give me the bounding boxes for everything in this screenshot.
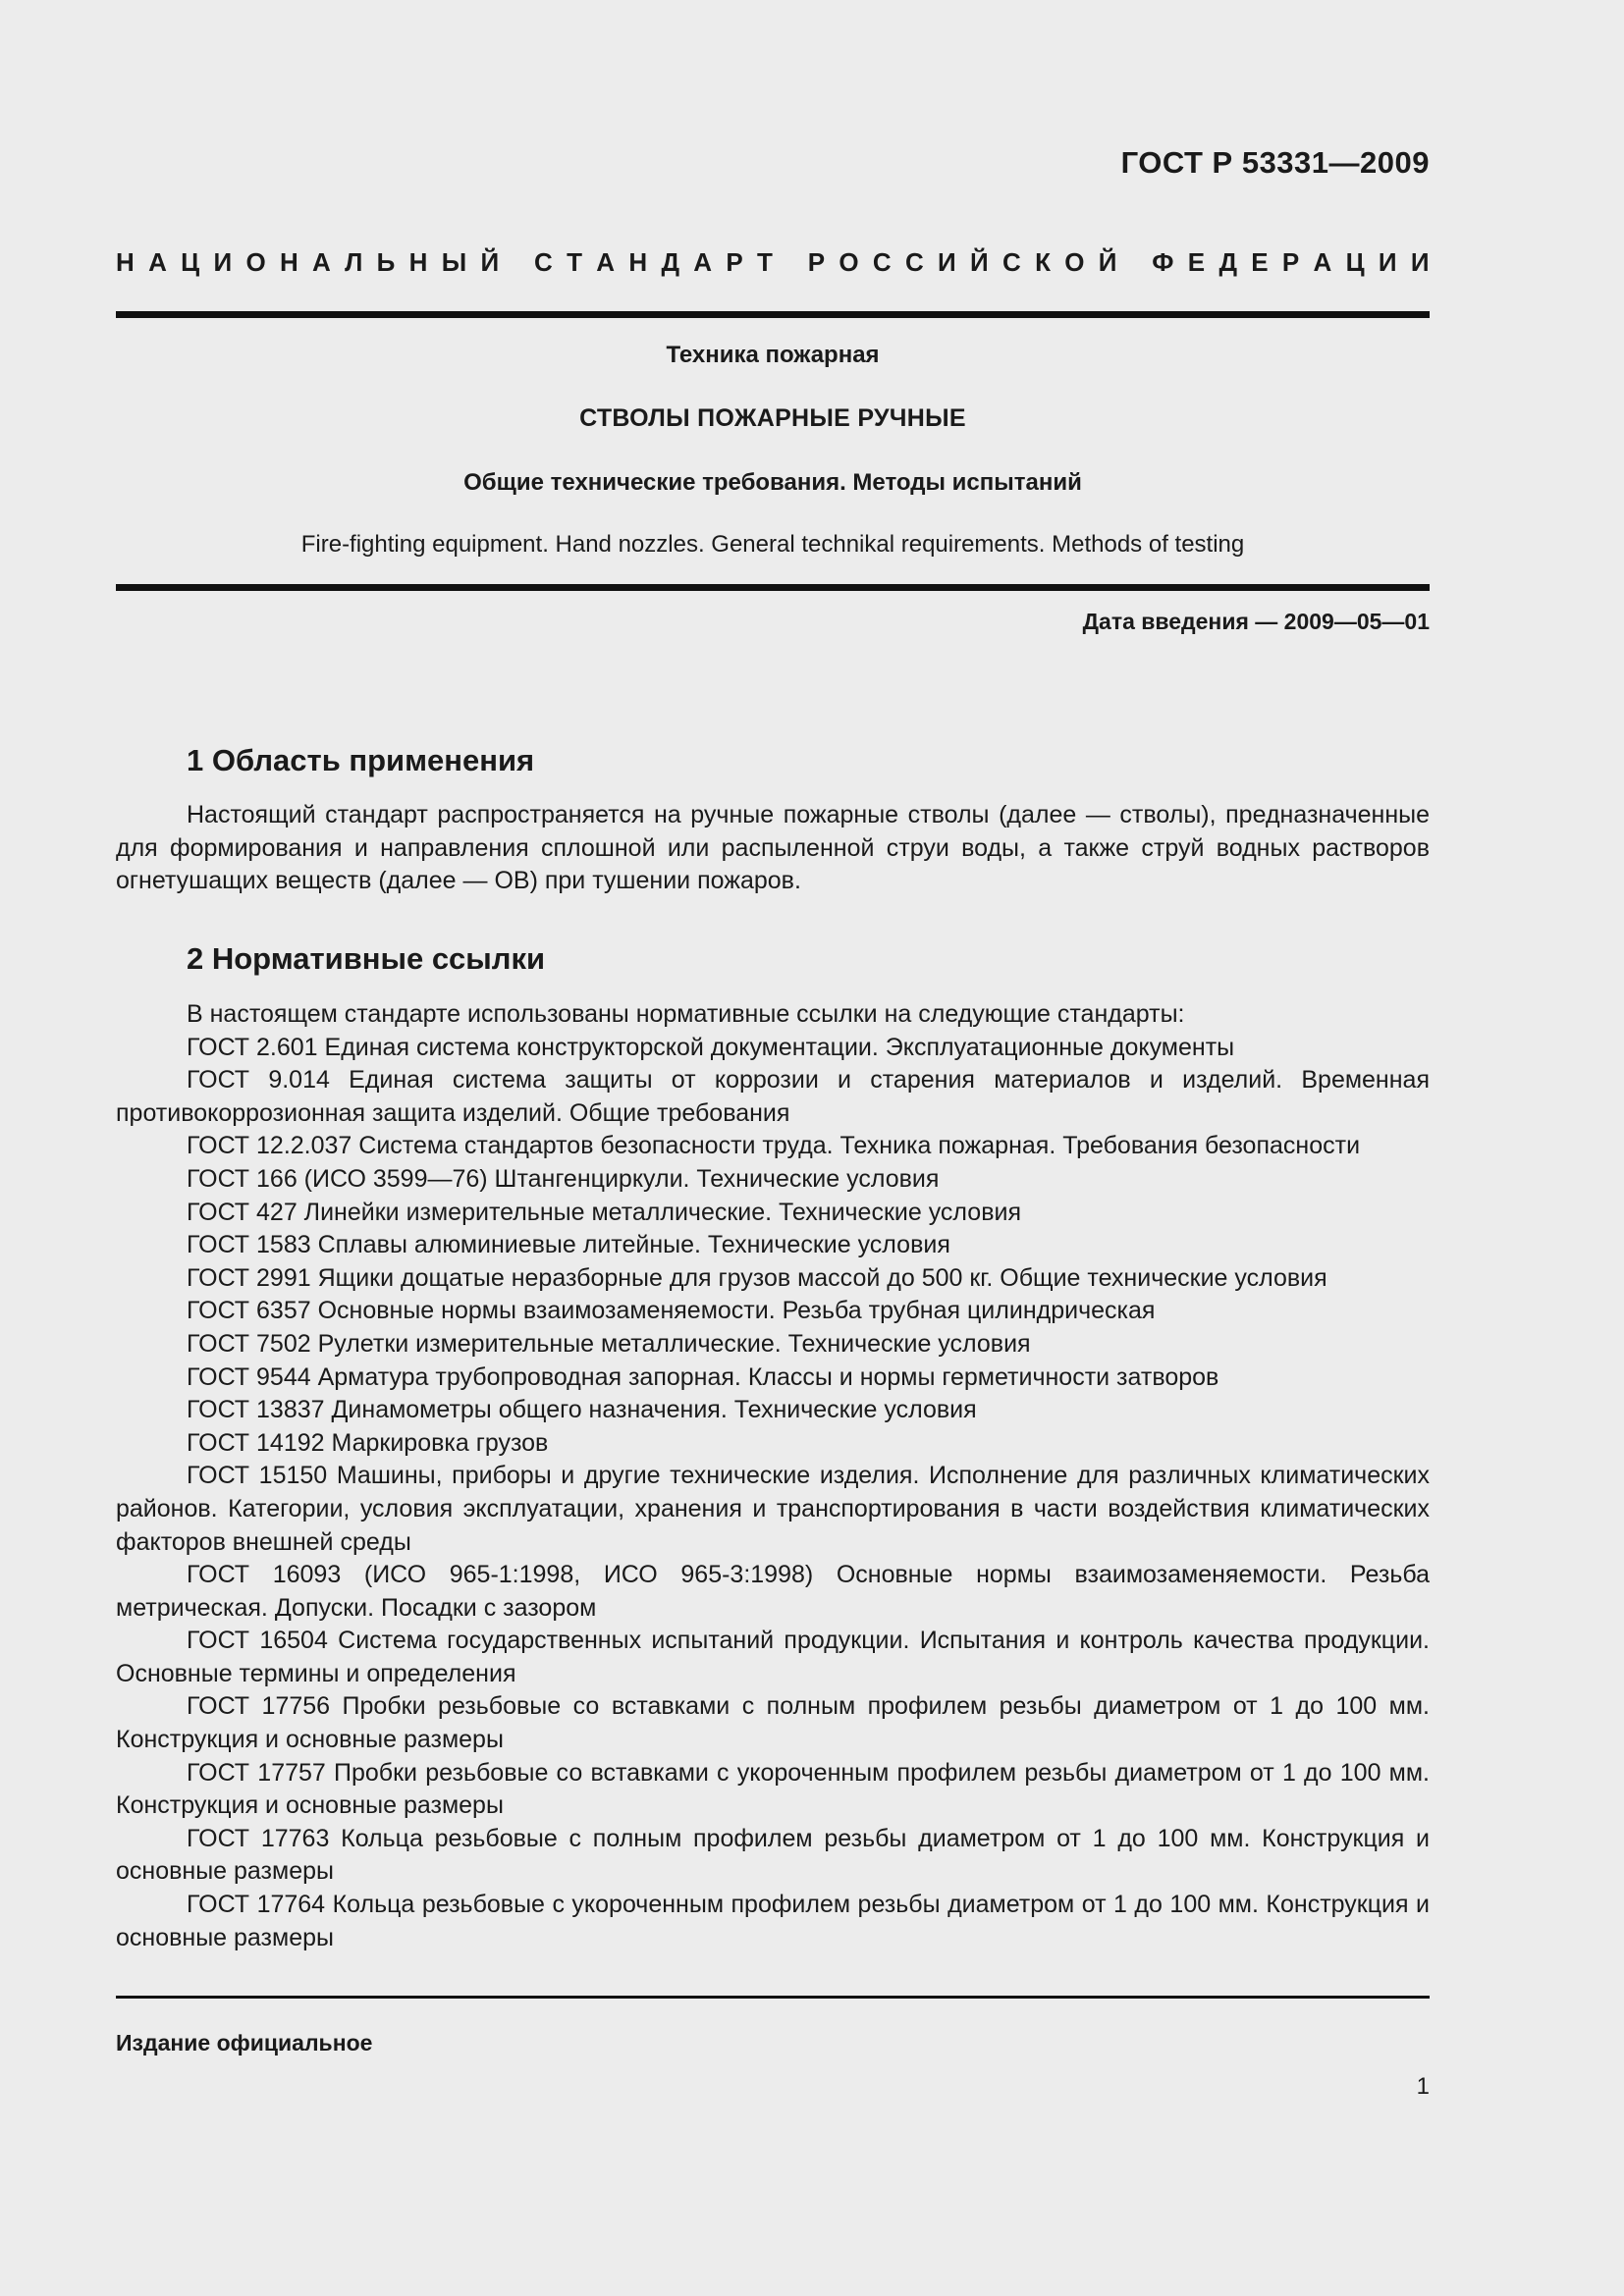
reference-item: ГОСТ 17756 Пробки резьбовые со вставками с полным профилем резьбы диаметром от 1 до 100 мм. Конструкция и основные размеры: [116, 1692, 1430, 1754]
reference-item: ГОСТ 17764 Кольца резьбовые с укороченным профилем резьбы диаметром от 1 до 100 мм. Конструкция и основные размеры: [116, 1891, 1430, 1951]
reference-item: ГОСТ 17763 Кольца резьбовые с полным профилем резьбы диаметром от 1 до 100 мм. Конструкция и основные размеры: [116, 1824, 1430, 1886]
national-standard-heading: Н А Ц И О Н А Л Ь Н Ы Й С Т А Н Д А Р Т Р О С С И Й С К О Й Ф Е Д Е Р А Ц И И: [116, 247, 1430, 277]
page-number: 1: [1416, 2073, 1430, 2100]
reference-item: ГОСТ 166 (ИСО 3599—76) Штангенциркули. Технические условия: [187, 1164, 940, 1193]
reference-item: ГОСТ 2.601 Единая система конструкторской документации. Эксплуатационные документы: [187, 1033, 1235, 1061]
introduction-date: Дата введения — 2009—05—01: [1082, 609, 1430, 634]
reference-item: ГОСТ 6357 Основные нормы взаимозаменяемости. Резьба трубная цилиндрическая: [187, 1297, 1156, 1325]
reference-item: ГОСТ 427 Линейки измерительные металлические. Технические условия: [187, 1198, 1021, 1226]
english-title: Fire-fighting equipment. Hand nozzles. General technikal requirements. Methods of testing: [300, 531, 1245, 558]
reference-item: ГОСТ 14192 Маркировка грузов: [187, 1428, 549, 1457]
references-list: [116, 998, 1430, 1954]
reference-item: ГОСТ 1583 Сплавы алюминиевые литейные. Технические условия: [187, 1231, 950, 1259]
header-divider-top: [116, 311, 1430, 318]
document-page: [116, 0, 1430, 2296]
edition-label: Издание официальное: [116, 2030, 373, 2056]
reference-item: ГОСТ 7502 Рулетки измерительные металлические. Технические условия: [187, 1329, 1031, 1358]
header-divider-bottom: [116, 584, 1430, 591]
standard-designation: ГОСТ Р 53331—2009: [1120, 145, 1430, 180]
section-1-body: [116, 799, 1430, 898]
document-title: СТВОЛЫ ПОЖАРНЫЕ РУЧНЫЕ: [579, 404, 966, 432]
reference-item: ГОСТ 13837 Динамометры общего назначения. Технические условия: [187, 1396, 977, 1424]
reference-item: ГОСТ 16093 (ИСО 965-1:1998, ИСО 965-3:1998) Основные нормы взаимозаменяемости. Резьба метрическая. Допуски. Посадки с зазором: [116, 1561, 1430, 1622]
reference-item: ГОСТ 17757 Пробки резьбовые со вставками с укороченным профилем резьбы диаметром от 1 до 100 мм. Конструкция и основные размеры: [116, 1758, 1430, 1820]
section-1-heading: 1 Область применения: [187, 743, 535, 777]
section-1-paragraph: Настоящий стандарт распространяется на ручные пожарные стволы (далее — стволы), предназначенные для формирования и направления сплошной или распыленной струи воды, а также струй водных растворов огнетушащих веществ (далее — ОВ) при тушении пожаров.: [116, 801, 1430, 895]
section-2-heading: 2 Нормативные ссылки: [187, 941, 546, 976]
reference-item: ГОСТ 2991 Ящики дощатые неразборные для грузов массой до 500 кг. Общие технические условия: [187, 1263, 1327, 1292]
reference-item: ГОСТ 9544 Арматура трубопроводная запорная. Классы и нормы герметичности затворов: [187, 1362, 1219, 1391]
references-intro: В настоящем стандарте использованы нормативные ссылки на следующие стандарты:: [187, 1000, 1185, 1028]
reference-item: ГОСТ 16504 Система государственных испытаний продукции. Испытания и контроль качества продукции. Основные термины и определения: [116, 1627, 1430, 1687]
reference-item: ГОСТ 9.014 Единая система защиты от коррозии и старения материалов и изделий. Временная противокоррозионная защита изделий. Общие требования: [116, 1066, 1430, 1127]
footer-divider: [116, 1996, 1430, 1999]
reference-item: ГОСТ 15150 Машины, приборы и другие технические изделия. Исполнение для различных климатических районов. Категории, условия эксплуатации, хранения и транспортирования в части воздействия климатических факторов внешней среды: [116, 1462, 1430, 1556]
document-subtitle: Общие технические требования. Методы испытаний: [463, 469, 1082, 496]
reference-item: ГОСТ 12.2.037 Система стандартов безопасности труда. Техника пожарная. Требования безопасности: [187, 1132, 1361, 1160]
document-topic: Техника пожарная: [666, 342, 880, 368]
